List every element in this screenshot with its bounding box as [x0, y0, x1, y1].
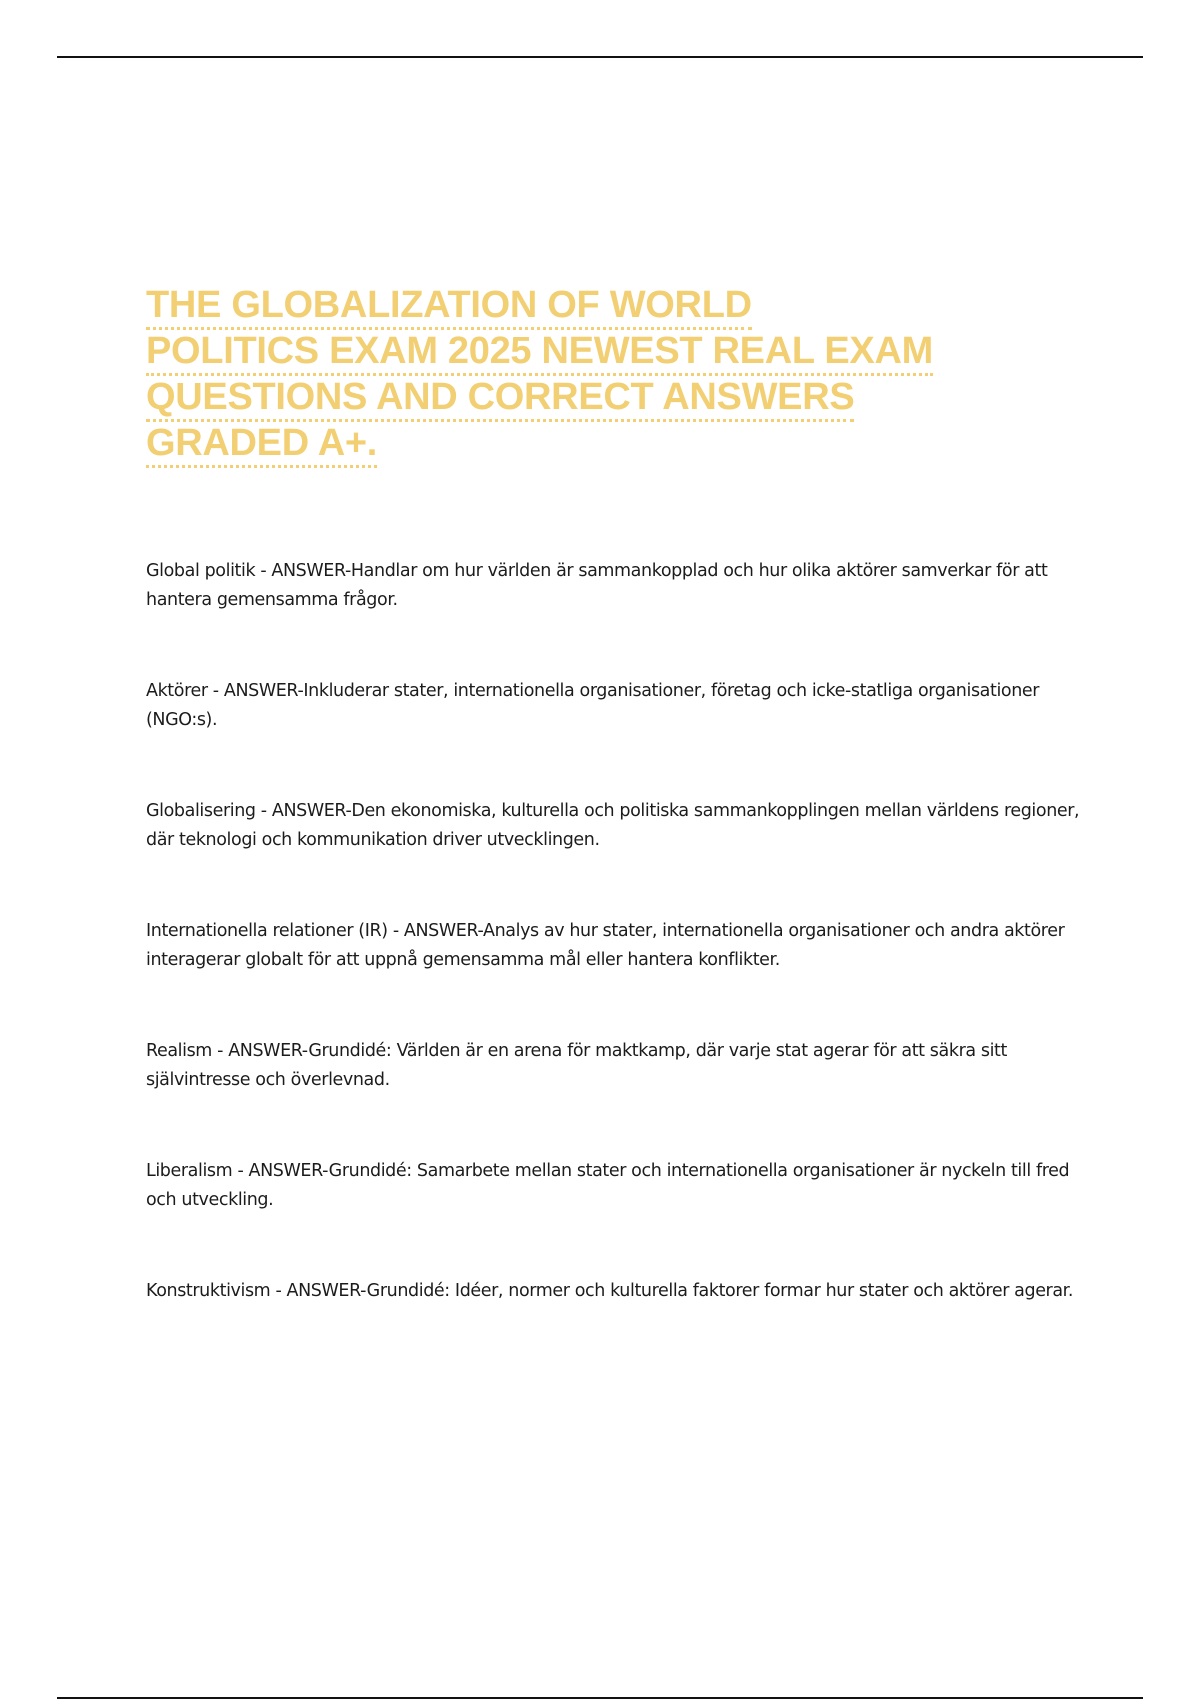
document-title [146, 282, 1046, 466]
title-line: GRADED A+. [146, 422, 377, 468]
qa-entry-text: Aktörer - ANSWER-Inkluderar stater, internationella organisationer, företag och icke-statliga organisationer (NGO:s). [146, 681, 1040, 730]
qa-entry-globalisering [146, 797, 1086, 917]
qa-entry-text: Realism - ANSWER-Grundidé: Världen är en arena för maktkamp, där varje stat agerar för att säkra sitt självintresse och överlevnad. [146, 1041, 1007, 1090]
qa-entry-realism [146, 1037, 1086, 1157]
qa-entry-liberalism [146, 1157, 1086, 1277]
qa-entry-global-politik [146, 557, 1086, 677]
qa-entry-text: Internationella relationer (IR) - ANSWER-Analys av hur stater, internationella organisationer och andra aktörer interagerar globalt för att uppnå gemensamma mål eller hantera konflikter. [146, 921, 1065, 970]
qa-entry-aktorer [146, 677, 1086, 797]
qa-entry-internationella-relationer [146, 917, 1086, 1037]
bottom-rule [57, 1697, 1143, 1699]
top-rule [57, 56, 1143, 58]
qa-entry-text: Globalisering - ANSWER-Den ekonomiska, kulturella och politiska sammankopplingen mellan världens regioner, där teknologi och kommunikation driver utvecklingen. [146, 801, 1080, 850]
qa-entry-text: Global politik - ANSWER-Handlar om hur världen är sammankopplad och hur olika aktörer samverkar för att hantera gemensamma frågor. [146, 561, 1048, 610]
title-line: POLITICS EXAM 2025 NEWEST REAL EXAM [146, 330, 933, 376]
qa-entry-konstruktivism [146, 1277, 1086, 1397]
qa-list [146, 557, 1086, 1397]
qa-entry-text: Konstruktivism - ANSWER-Grundidé: Idéer, normer och kulturella faktorer formar hur stater och aktörer agerar. [146, 1281, 1074, 1301]
qa-entry-text: Liberalism - ANSWER-Grundidé: Samarbete mellan stater och internationella organisationer är nyckeln till fred och utveckling. [146, 1161, 1070, 1210]
title-line: THE GLOBALIZATION OF WORLD [146, 284, 752, 330]
title-line: QUESTIONS AND CORRECT ANSWERS [146, 376, 854, 422]
